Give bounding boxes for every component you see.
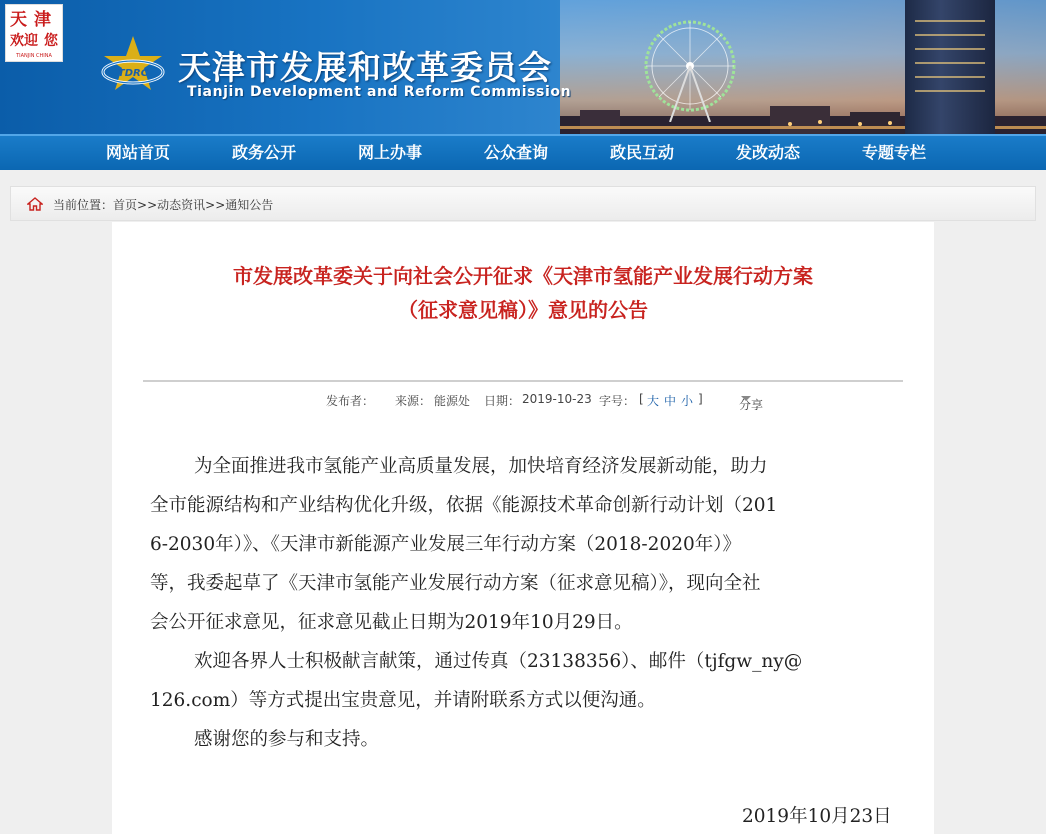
publisher-label: 发布者： bbox=[326, 394, 375, 408]
breadcrumb-prefix: 当前位置： bbox=[53, 198, 114, 212]
svg-text:津: 津 bbox=[34, 10, 51, 30]
signature-date: 2019年10月23日 bbox=[742, 806, 892, 827]
breadcrumb-separator: >> bbox=[137, 198, 158, 212]
font-size-bracket-open: [ bbox=[639, 392, 644, 406]
article-meta bbox=[112, 390, 934, 410]
chevron-down-icon bbox=[741, 396, 751, 401]
nav-item-online-services[interactable]: 网上办事 bbox=[358, 143, 423, 162]
breadcrumb-path bbox=[53, 196, 273, 213]
font-size-label: 字号： bbox=[599, 394, 636, 408]
header-banner bbox=[0, 0, 1046, 134]
body-line: 6-2030年）》、《天津市新能源产业发展三年行动方案（2018-2020年）》 bbox=[150, 534, 742, 555]
nav-item-home[interactable]: 网站首页 bbox=[106, 143, 171, 162]
breadcrumb-separator: >> bbox=[205, 198, 226, 212]
share-label: 分享 bbox=[739, 398, 764, 412]
nav-item-gov-affairs[interactable]: 政务公开 bbox=[232, 143, 297, 162]
svg-text:欢迎: 欢迎 bbox=[10, 33, 38, 49]
source-label: 来源： bbox=[395, 394, 432, 408]
body-line: 感谢您的参与和支持。 bbox=[194, 729, 380, 750]
site-subtitle: Tianjin Development and Reform Commission bbox=[187, 84, 572, 100]
svg-text:您: 您 bbox=[44, 33, 58, 49]
font-size-medium-link[interactable]: 中 bbox=[664, 394, 677, 408]
nav-item-interaction[interactable]: 政民互动 bbox=[610, 143, 675, 162]
main-nav bbox=[0, 134, 1046, 170]
font-size-bracket-close: ] bbox=[698, 392, 703, 406]
breadcrumb-news-link[interactable]: 动态资讯 bbox=[157, 198, 206, 212]
body-line: 126.com）等方式提出宝贵意见，并请附联系方式以便沟通。 bbox=[150, 690, 656, 711]
font-size-large-link[interactable]: 大 bbox=[647, 394, 660, 408]
site-title: 天津市发展和改革委员会 bbox=[178, 48, 552, 87]
svg-text:天: 天 bbox=[10, 10, 27, 30]
title-divider bbox=[143, 380, 903, 382]
breadcrumb bbox=[10, 186, 1036, 221]
article-title-line1: 市发展改革委关于向社会公开征求《天津市氢能产业发展行动方案 bbox=[233, 264, 813, 288]
source-value: 能源处 bbox=[434, 394, 471, 408]
tianjin-seal-logo[interactable] bbox=[5, 4, 63, 62]
ndrc-emblem-icon[interactable] bbox=[98, 32, 168, 96]
nav-item-topics[interactable]: 专题专栏 bbox=[862, 143, 927, 162]
body-line: 全市能源结构和产业结构优化升级，依据《能源技术革命创新行动计划（201 bbox=[150, 495, 778, 516]
body-line: 会公开征求意见，征求意见截止日期为2019年10月29日。 bbox=[150, 612, 633, 633]
logo-text: TDRC bbox=[117, 68, 149, 79]
ferris-wheel-graphic bbox=[638, 18, 742, 122]
home-icon bbox=[27, 197, 43, 211]
skyscraper-graphic bbox=[905, 0, 995, 134]
body-line: 等，我委起草了《天津市氢能产业发展行动方案（征求意见稿）》，现向全社 bbox=[150, 573, 761, 594]
date-label: 日期： bbox=[484, 394, 521, 408]
body-line: 欢迎各界人士积极献言献策，通过传真（23138356）、邮件（tjfgw_ny@ bbox=[194, 651, 803, 672]
breadcrumb-notices-link[interactable]: 通知公告 bbox=[225, 198, 274, 212]
breadcrumb-home-link[interactable]: 首页 bbox=[113, 198, 138, 212]
article-card bbox=[112, 222, 934, 834]
font-size-small-link[interactable]: 小 bbox=[681, 394, 694, 408]
body-line: 为全面推进我市氢能产业高质量发展，加快培育经济发展新动能，助力 bbox=[194, 456, 768, 477]
nav-item-public-query[interactable]: 公众查询 bbox=[484, 143, 549, 162]
seal-caption: TIANJIN CHINA bbox=[16, 53, 52, 59]
date-value: 2019-10-23 bbox=[522, 392, 592, 406]
nav-item-news[interactable]: 发改动态 bbox=[736, 143, 801, 162]
article-title-line2: （征求意见稿）》意见的公告 bbox=[398, 298, 648, 322]
